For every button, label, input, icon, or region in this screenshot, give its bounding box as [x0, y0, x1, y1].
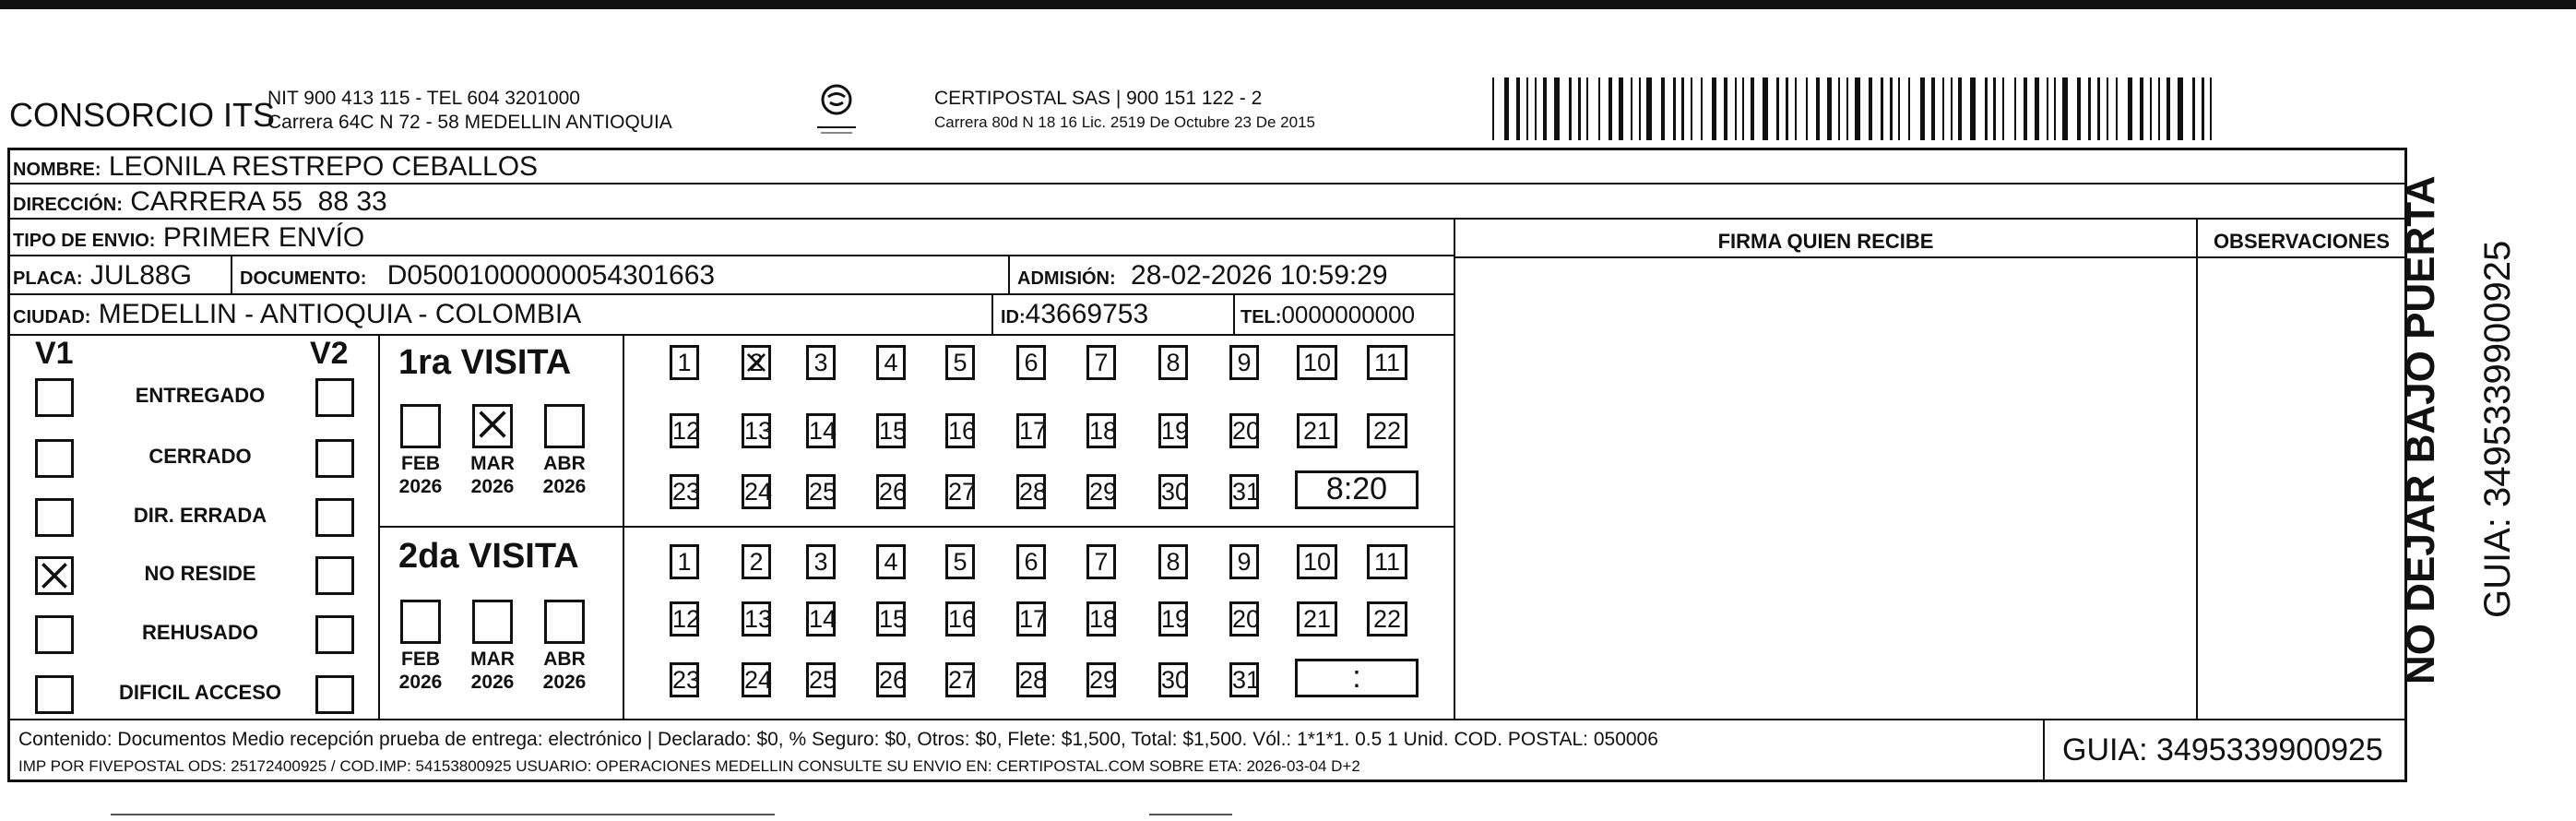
visit2-day-16[interactable]: 16 — [945, 601, 975, 637]
visit-divider-v — [623, 334, 624, 719]
visit1-day-18[interactable]: 18 — [1086, 413, 1116, 448]
row-divider — [7, 293, 1454, 295]
row-divider — [7, 334, 1454, 336]
admission-value: 28-02-2026 10:59:29 — [1131, 260, 1388, 291]
signature-header: FIRMA QUIEN RECIBE — [1717, 230, 1934, 253]
visit2-month-label-0: FEB 2026 — [398, 648, 443, 693]
visit1-day-8[interactable]: 8 — [1158, 345, 1188, 380]
visit2-day-12[interactable]: 12 — [670, 601, 699, 637]
status-label-4: REHUSADO — [142, 621, 258, 644]
tel-cell — [1241, 301, 1415, 329]
visit2-month-checkbox-2[interactable] — [544, 600, 585, 644]
visit2-day-3[interactable]: 3 — [806, 544, 836, 579]
visit2-day-13[interactable]: 13 — [742, 601, 771, 637]
name-row — [13, 151, 538, 183]
id-label: ID: — [1001, 307, 1026, 327]
visit2-day-19[interactable]: 19 — [1158, 601, 1188, 637]
visit1-day-9[interactable]: 9 — [1229, 345, 1259, 380]
visit1-month-label-0: FEB 2026 — [398, 453, 443, 497]
visit2-day-6[interactable]: 6 — [1016, 544, 1046, 579]
row-divider — [7, 255, 1454, 256]
guia-divider — [2043, 719, 2045, 782]
visit2-day-14[interactable]: 14 — [806, 601, 836, 637]
visit1-day-22[interactable]: 22 — [1367, 413, 1407, 448]
id-value: 43669753 — [1025, 299, 1149, 329]
document-label: DOCUMENTO: — [240, 268, 367, 289]
visit1-day-30[interactable]: 30 — [1158, 474, 1188, 509]
visit1-day-14[interactable]: 14 — [806, 413, 836, 448]
visit1-day-10[interactable]: 10 — [1297, 345, 1337, 380]
nit-line: NIT 900 413 115 - TEL 604 3201000 — [267, 88, 580, 109]
name-label: NOMBRE: — [13, 160, 101, 180]
status-label-3: NO RESIDE — [144, 562, 256, 585]
visit1-day-28[interactable]: 28 — [1016, 474, 1046, 509]
visit2-day-30[interactable]: 30 — [1158, 662, 1188, 697]
visit1-month-checkbox-0[interactable] — [400, 404, 441, 448]
recipient-address: CARRERA 55 88 33 — [130, 186, 387, 217]
visit2-day-1[interactable]: 1 — [670, 544, 699, 579]
visit2-day-5[interactable]: 5 — [945, 544, 975, 579]
plate-label: PLACA: — [13, 268, 83, 289]
status-label-1: CERRADO — [148, 445, 252, 468]
status-v1-checkbox-4[interactable] — [35, 615, 74, 654]
visit-divider — [378, 526, 1454, 528]
visit1-day-3[interactable]: 3 — [806, 345, 836, 380]
visit2-title: 2da VISITA — [398, 537, 579, 576]
visit1-day-29[interactable]: 29 — [1086, 474, 1116, 509]
visit1-day-19[interactable]: 19 — [1158, 413, 1188, 448]
admission-cell — [1017, 260, 1388, 292]
id-cell — [1001, 299, 1148, 330]
plate-value: JUL88G — [89, 260, 192, 291]
row-divider — [7, 183, 2407, 184]
visit1-day-31[interactable]: 31 — [1229, 474, 1259, 509]
cell-divider — [1008, 255, 1010, 293]
document-cell — [240, 260, 715, 292]
recipient-name: LEONILA RESTREPO CEBALLOS — [108, 151, 539, 182]
visit2-day-17[interactable]: 17 — [1016, 601, 1046, 637]
visit1-day-20[interactable]: 20 — [1229, 413, 1259, 448]
status-v2-checkbox-4[interactable] — [315, 615, 354, 654]
address-label: DIRECCIÓN: — [13, 195, 123, 215]
visit2-day-28[interactable]: 28 — [1016, 662, 1046, 697]
certipostal-license: Carrera 80d N 18 16 Lic. 2519 De Octubre 23 De 2015 — [934, 113, 1315, 131]
visit2-month-label-1: MAR 2026 — [470, 648, 515, 693]
city-label: CIUDAD: — [13, 307, 91, 327]
status-label-2: DIR. ERRADA — [133, 504, 267, 527]
visit2-time-field[interactable]: : — [1295, 659, 1419, 697]
send-type-row — [13, 222, 364, 254]
visit2-day-7[interactable]: 7 — [1086, 544, 1116, 579]
status-v1-checkbox-2[interactable] — [35, 498, 74, 537]
visit1-day-11[interactable]: 11 — [1367, 345, 1407, 380]
status-v2-checkbox-2[interactable] — [315, 498, 354, 537]
col-header-divider — [1454, 256, 2407, 258]
status-v1-checkbox-1[interactable] — [35, 439, 74, 478]
cell-divider — [1233, 293, 1235, 334]
v1-header: V1 — [35, 336, 74, 371]
visit2-day-29[interactable]: 29 — [1086, 662, 1116, 697]
send-type-label: TIPO DE ENVIO: — [13, 231, 156, 251]
observations-header: OBSERVACIONES — [2213, 230, 2391, 253]
visit2-day-10[interactable]: 10 — [1297, 544, 1337, 579]
visit1-day-24[interactable]: 24 — [742, 474, 771, 509]
status-divider — [378, 334, 380, 719]
top-border — [0, 0, 2576, 9]
visit2-day-24[interactable]: 24 — [742, 662, 771, 697]
certipostal-info — [934, 87, 1315, 135]
visit2-day-26[interactable]: 26 — [876, 662, 906, 697]
side-guia: GUIA: 3495339900925 — [2477, 240, 2518, 618]
send-type: PRIMER ENVÍO — [162, 222, 365, 253]
visit2-month-label-2: ABR 2026 — [542, 648, 587, 693]
city-value: MEDELLIN - ANTIOQUIA - COLOMBIA — [98, 299, 582, 329]
certipostal-line: CERTIPOSTAL SAS | 900 151 122 - 2 — [934, 88, 1263, 109]
visit1-day-21[interactable]: 21 — [1297, 413, 1337, 448]
cell-divider — [231, 255, 232, 293]
visit1-month-label-2: ABR 2026 — [542, 453, 587, 497]
footer-imp: IMP POR FIVEPOSTAL ODS: 25172400925 / COD.IMP: 54153800925 USUARIO: OPERACIONES MEDELLIN CONSULTE SU ENVIO EN: CERTIPOSTAL.COM SOBRE ETA: 2026-03-04 D+2 — [18, 757, 1360, 775]
col-divider — [1454, 218, 1455, 719]
visit1-day-15[interactable]: 15 — [876, 413, 906, 448]
visit1-month-label-1: MAR 2026 — [470, 453, 515, 497]
visit2-day-4[interactable]: 4 — [876, 544, 906, 579]
status-label-5: DIFICIL ACCESO — [118, 681, 281, 704]
visit2-day-20[interactable]: 20 — [1229, 601, 1259, 637]
visit1-day-4[interactable]: 4 — [876, 345, 906, 380]
visit2-day-25[interactable]: 25 — [806, 662, 836, 697]
visit2-day-2[interactable]: 2 — [742, 544, 771, 579]
cell-divider — [991, 293, 993, 334]
visit1-day-25[interactable]: 25 — [806, 474, 836, 509]
status-v1-checkbox-5[interactable] — [35, 675, 74, 714]
status-v2-checkbox-5[interactable] — [315, 675, 354, 714]
plate-cell — [13, 260, 192, 292]
v2-header: V2 — [310, 336, 349, 371]
visit1-month-checkbox-1[interactable] — [472, 404, 513, 448]
visit1-day-17[interactable]: 17 — [1016, 413, 1046, 448]
cut-line — [1149, 814, 1232, 815]
visit2-day-27[interactable]: 27 — [945, 662, 975, 697]
guia-number: GUIA: 3495339900925 — [2062, 732, 2383, 767]
status-label-0: ENTREGADO — [135, 384, 266, 407]
visit2-day-22[interactable]: 22 — [1367, 601, 1407, 637]
status-v1-checkbox-0[interactable] — [35, 378, 74, 417]
certipostal-logo-icon — [813, 81, 860, 138]
footer-content: Contenido: Documentos Medio recepción prueba de entrega: electrónico | Declarado: $0, % Seguro: $0, Otros: $0, Flete: $1,500, Total: $1,500. Vól.: 1*1*1. 0.5 1 Unid. COD. POSTAL: 050006 — [18, 729, 1658, 750]
company-name: CONSORCIO ITS — [9, 96, 276, 134]
address-line: Carrera 64C N 72 - 58 MEDELLIN ANTIOQUIA — [267, 112, 672, 133]
visit1-day-1[interactable]: 1 — [670, 345, 699, 380]
visit1-day-13[interactable]: 13 — [742, 413, 771, 448]
visit1-time-field[interactable]: 8:20 — [1295, 470, 1419, 509]
visit1-title: 1ra VISITA — [398, 343, 572, 382]
col-divider — [2196, 218, 2198, 719]
status-v2-checkbox-1[interactable] — [315, 439, 354, 478]
visit2-day-23[interactable]: 23 — [670, 662, 699, 697]
visit2-day-21[interactable]: 21 — [1297, 601, 1337, 637]
visit1-day-7[interactable]: 7 — [1086, 345, 1116, 380]
visit1-day-6[interactable]: 6 — [1016, 345, 1046, 380]
row-divider — [7, 218, 2407, 220]
visit2-day-11[interactable]: 11 — [1367, 544, 1407, 579]
visit2-day-31[interactable]: 31 — [1229, 662, 1259, 697]
visit1-month-checkbox-2[interactable] — [544, 404, 585, 448]
admission-label: ADMISIÓN: — [1017, 268, 1116, 289]
city-cell — [13, 299, 581, 330]
visit2-month-checkbox-0[interactable] — [400, 600, 441, 644]
cut-line — [111, 814, 775, 815]
visit2-day-15[interactable]: 15 — [876, 601, 906, 637]
side-warning: NO DEJAR BAJO PUERTA — [2398, 175, 2443, 684]
status-v1-checkbox-3[interactable] — [35, 556, 74, 595]
visit1-day-16[interactable]: 16 — [945, 413, 975, 448]
visit1-day-23[interactable]: 23 — [670, 474, 699, 509]
address-row — [13, 186, 387, 218]
visit2-day-9[interactable]: 9 — [1229, 544, 1259, 579]
visit2-month-checkbox-1[interactable] — [472, 600, 513, 644]
barcode-icon — [1492, 77, 2223, 140]
visit1-day-26[interactable]: 26 — [876, 474, 906, 509]
tel-value: 0000000000 — [1281, 301, 1416, 328]
visit1-day-27[interactable]: 27 — [945, 474, 975, 509]
tel-label: TEL: — [1241, 307, 1282, 327]
visit1-day-5[interactable]: 5 — [945, 345, 975, 380]
footer-divider — [7, 719, 2407, 720]
visit2-day-8[interactable]: 8 — [1158, 544, 1188, 579]
company-info — [267, 87, 672, 135]
visit1-day-12[interactable]: 12 — [670, 413, 699, 448]
visit2-day-18[interactable]: 18 — [1086, 601, 1116, 637]
status-v2-checkbox-3[interactable] — [315, 556, 354, 595]
visit1-day-2[interactable]: 2 — [742, 345, 771, 380]
document-value: D05001000000054301663 — [386, 260, 716, 291]
status-v2-checkbox-0[interactable] — [315, 378, 354, 417]
